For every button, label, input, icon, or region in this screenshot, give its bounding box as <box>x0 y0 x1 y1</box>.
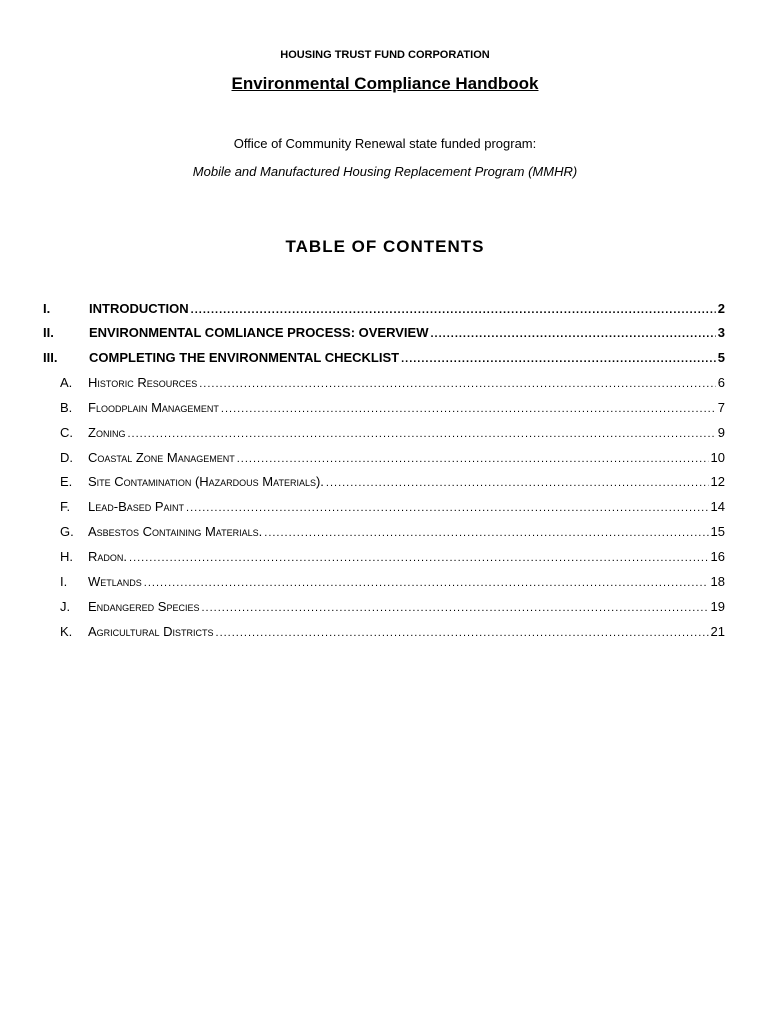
toc-entry-page: 14 <box>710 499 725 514</box>
toc-entry-number: E. <box>60 474 73 489</box>
dot-leader <box>216 624 709 642</box>
toc-entry-title: Asbestos Containing Materials. <box>88 524 263 539</box>
toc-entry-title: Lead-Based Paint <box>88 499 185 514</box>
dot-leader <box>199 375 716 393</box>
toc-entry-title: Floodplain Management <box>88 400 219 415</box>
organization-name: HOUSING TRUST FUND CORPORATION <box>280 49 490 61</box>
toc-entry-page: 6 <box>717 375 725 390</box>
toc-entry-number: D. <box>60 450 73 465</box>
toc-entry-endangered-species[interactable] <box>0 598 770 616</box>
toc-entry-number: I. <box>60 574 68 589</box>
toc-entry-number: F. <box>60 499 71 514</box>
toc-entry-title: Zoning <box>88 425 126 440</box>
toc-entry-page: 12 <box>710 474 725 489</box>
toc-entry-agricultural-districts[interactable] <box>0 623 770 641</box>
toc-entry-page: 16 <box>710 549 725 564</box>
toc-entry-title: ENVIRONMENTAL COMLIANCE PROCESS: OVERVIEW <box>89 325 429 340</box>
dot-leader <box>326 474 709 492</box>
toc-entry-page: 18 <box>710 574 725 589</box>
toc-entry-number: B. <box>60 400 73 415</box>
toc-entry-number: I. <box>43 301 51 316</box>
toc-entry-lead-based-paint[interactable] <box>0 498 770 516</box>
program-line: Mobile and Manufactured Housing Replacement Program (MMHR) <box>192 164 578 179</box>
toc-entry-page: 19 <box>710 599 725 614</box>
toc-entry-page: 15 <box>710 524 725 539</box>
dot-leader <box>127 425 715 443</box>
toc-entry-site-contamination[interactable] <box>0 473 770 491</box>
toc-entry-title: Historic Resources <box>88 375 198 390</box>
dot-leader <box>237 450 709 468</box>
toc-entry-title: Coastal Zone Management <box>88 450 235 465</box>
toc-entry-title: Endangered Species <box>88 599 200 614</box>
toc-entry-title: Radon. <box>88 549 128 564</box>
toc-entry-page: 21 <box>710 624 725 639</box>
toc-entry-zoning[interactable] <box>0 424 770 442</box>
toc-entry-number: II. <box>43 325 54 340</box>
toc-entry-page: 7 <box>717 400 725 415</box>
toc-entry-title: Agricultural Districts <box>88 624 214 639</box>
toc-entry-floodplain-management[interactable] <box>0 399 770 417</box>
toc-entry-number: A. <box>60 375 73 390</box>
toc-entry-introduction[interactable] <box>0 300 770 318</box>
toc-entry-title: Site Contamination (Hazardous Materials). <box>88 474 324 489</box>
toc-entry-page: 3 <box>717 325 725 340</box>
toc-entry-number: III. <box>43 350 58 365</box>
toc-title: TABLE OF CONTENTS <box>285 237 485 256</box>
dot-leader <box>264 524 708 542</box>
toc-entry-wetlands[interactable] <box>0 573 770 591</box>
toc-entry-checklist[interactable] <box>0 349 770 367</box>
toc-entry-page: 2 <box>717 301 725 316</box>
toc-entry-coastal-zone-management[interactable] <box>0 449 770 467</box>
dot-leader <box>186 499 709 517</box>
toc-entry-number: C. <box>60 425 73 440</box>
office-line: Office of Community Renewal state funded program: <box>233 136 537 151</box>
dot-leader <box>430 325 715 343</box>
toc-entry-number: G. <box>60 524 74 539</box>
toc-entry-radon[interactable] <box>0 548 770 566</box>
toc-entry-page: 5 <box>717 350 725 365</box>
toc-entry-number: J. <box>60 599 71 614</box>
dot-leader <box>144 574 709 592</box>
dot-leader <box>191 301 716 319</box>
toc-entry-asbestos[interactable] <box>0 523 770 541</box>
toc-entry-historic-resources[interactable] <box>0 374 770 392</box>
toc-entry-title: Wetlands <box>88 574 142 589</box>
toc-entry-title: INTRODUCTION <box>89 301 189 316</box>
toc-entry-title: COMPLETING THE ENVIRONMENTAL CHECKLIST <box>89 350 400 365</box>
dot-leader <box>401 350 716 368</box>
toc-entry-process-overview[interactable] <box>0 324 770 342</box>
toc-entry-number: H. <box>60 549 73 564</box>
toc-entry-number: K. <box>60 624 73 639</box>
toc-entry-page: 9 <box>717 425 725 440</box>
handbook-title: Environmental Compliance Handbook <box>231 74 539 93</box>
toc-entry-page: 10 <box>710 450 725 465</box>
dot-leader <box>201 599 708 617</box>
dot-leader <box>221 400 716 418</box>
dot-leader <box>129 549 709 567</box>
